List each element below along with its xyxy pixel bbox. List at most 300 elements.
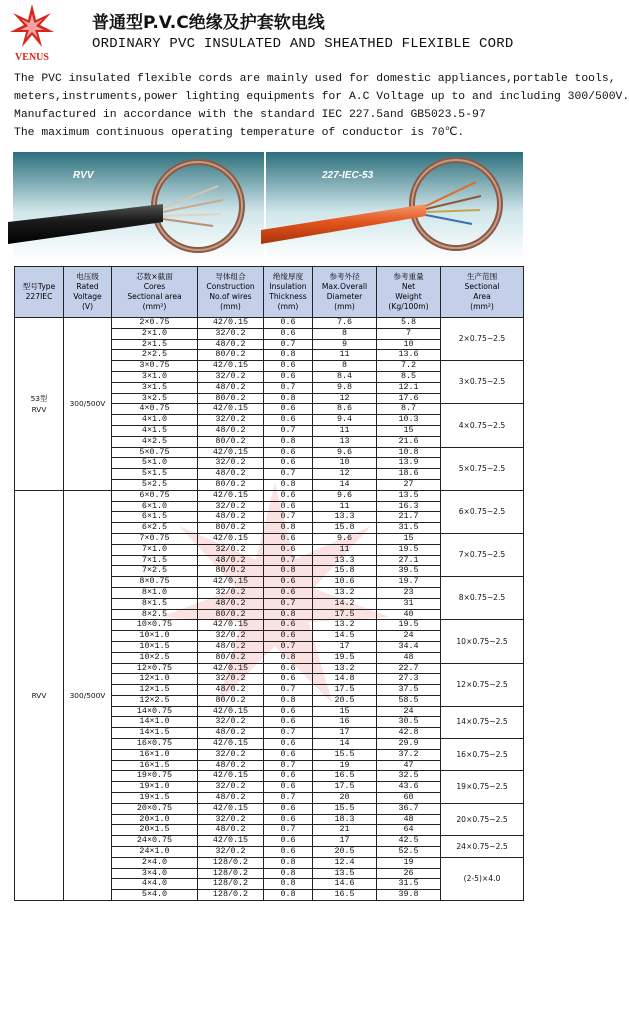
table-cell: 80/0.2 bbox=[198, 609, 264, 620]
table-cell: 12×1.5 bbox=[112, 685, 198, 696]
table-cell: 3×1.0 bbox=[112, 371, 198, 382]
column-header-line: Area bbox=[473, 292, 491, 301]
table-cell: 32/0.2 bbox=[198, 587, 264, 598]
table-cell: 31 bbox=[377, 598, 441, 609]
table-cell: 29.9 bbox=[377, 739, 441, 750]
table-cell: 8 bbox=[313, 328, 377, 339]
table-cell: 20×1.5 bbox=[112, 825, 198, 836]
table-cell: 0.7 bbox=[264, 760, 313, 771]
table-cell: 10 bbox=[313, 458, 377, 469]
table-cell: 42/0.15 bbox=[198, 706, 264, 717]
range-cell: 5×0.75~2.5 bbox=[441, 447, 524, 490]
table-cell: 0.6 bbox=[264, 458, 313, 469]
table-cell: 0.8 bbox=[264, 566, 313, 577]
column-header-line: 绝缘厚度 bbox=[272, 272, 304, 281]
table-cell: 80/0.2 bbox=[198, 350, 264, 361]
table-cell: 0.6 bbox=[264, 371, 313, 382]
table-cell: 0.8 bbox=[264, 350, 313, 361]
column-header-line: (mm) bbox=[334, 302, 355, 311]
table-cell: 0.8 bbox=[264, 879, 313, 890]
table-cell: 18.6 bbox=[377, 469, 441, 480]
table-cell: 16×1.5 bbox=[112, 760, 198, 771]
table-cell: 7×1.0 bbox=[112, 544, 198, 555]
column-header-line: 芯数×截面 bbox=[136, 272, 173, 281]
table-cell: 32/0.2 bbox=[198, 847, 264, 858]
table-cell: 20 bbox=[313, 793, 377, 804]
table-cell: 30.5 bbox=[377, 717, 441, 728]
table-cell: 0.6 bbox=[264, 749, 313, 760]
table-cell: 8 bbox=[313, 361, 377, 372]
table-cell: 8×2.5 bbox=[112, 609, 198, 620]
table-cell: 13.2 bbox=[313, 663, 377, 674]
column-header-line: (Kg/100m) bbox=[388, 302, 429, 311]
table-cell: 80/0.2 bbox=[198, 566, 264, 577]
table-cell: 8×0.75 bbox=[112, 577, 198, 588]
table-cell: 17.6 bbox=[377, 393, 441, 404]
table-cell: 9.6 bbox=[313, 533, 377, 544]
table-cell: 0.6 bbox=[264, 415, 313, 426]
table-cell: 32/0.2 bbox=[198, 328, 264, 339]
column-header bbox=[64, 267, 112, 318]
table-cell: 43.6 bbox=[377, 782, 441, 793]
table-cell: 19×1.0 bbox=[112, 782, 198, 793]
table-cell: 32/0.2 bbox=[198, 371, 264, 382]
table-cell: 19.5 bbox=[313, 652, 377, 663]
table-cell: 42/0.15 bbox=[198, 490, 264, 501]
table-cell: 80/0.2 bbox=[198, 652, 264, 663]
column-header-line: Insulation bbox=[269, 282, 307, 291]
table-cell: 19 bbox=[377, 857, 441, 868]
table-cell: 128/0.2 bbox=[198, 890, 264, 901]
column-header-line: 参考重量 bbox=[393, 272, 424, 281]
table-cell: 58.5 bbox=[377, 695, 441, 706]
table-cell: 7.6 bbox=[313, 318, 377, 329]
table-cell: 32/0.2 bbox=[198, 814, 264, 825]
range-cell: (2-5)×4.0 bbox=[441, 857, 524, 900]
table-cell: 0.6 bbox=[264, 706, 313, 717]
intro-line: meters,instruments,power lighting equipments for A.C Voltage up to and including 300/500V. bbox=[14, 91, 629, 103]
column-header-line: Net bbox=[401, 282, 416, 291]
table-cell: 11 bbox=[313, 544, 377, 555]
table-cell: 3×1.5 bbox=[112, 382, 198, 393]
table-cell: 47 bbox=[377, 760, 441, 771]
table-cell: 128/0.2 bbox=[198, 868, 264, 879]
table-cell: 10.8 bbox=[377, 447, 441, 458]
table-cell: 0.6 bbox=[264, 533, 313, 544]
photo-227-iec-53 bbox=[266, 152, 523, 260]
intro-line: Manufactured in accordance with the standard IEC 227.5and GB5023.5-97 bbox=[14, 109, 486, 121]
table-cell: 19×0.75 bbox=[112, 771, 198, 782]
table-cell: 80/0.2 bbox=[198, 436, 264, 447]
table-cell: 6×1.5 bbox=[112, 512, 198, 523]
table-cell: 48/0.2 bbox=[198, 760, 264, 771]
column-header-line: 227IEC bbox=[25, 292, 53, 301]
column-header bbox=[441, 267, 524, 318]
table-cell: 12.4 bbox=[313, 857, 377, 868]
table-cell: 32/0.2 bbox=[198, 631, 264, 642]
spec-table bbox=[14, 266, 524, 901]
table-cell: 31.5 bbox=[377, 879, 441, 890]
column-header-line: Weight bbox=[395, 292, 422, 301]
column-header-line: 导体组合 bbox=[215, 272, 246, 281]
table-cell: 14×1.0 bbox=[112, 717, 198, 728]
table-cell: 0.7 bbox=[264, 555, 313, 566]
table-cell: 0.6 bbox=[264, 674, 313, 685]
table-cell: 13.3 bbox=[313, 512, 377, 523]
table-cell: 42/0.15 bbox=[198, 620, 264, 631]
table-cell: 5×4.0 bbox=[112, 890, 198, 901]
table-cell: 42/0.15 bbox=[198, 803, 264, 814]
cable-iec53-image bbox=[266, 152, 523, 260]
table-cell: 0.7 bbox=[264, 728, 313, 739]
table-cell: 48 bbox=[377, 814, 441, 825]
table-cell: 48/0.2 bbox=[198, 598, 264, 609]
table-cell: 21.7 bbox=[377, 512, 441, 523]
column-header bbox=[15, 267, 64, 318]
table-cell: 26 bbox=[377, 868, 441, 879]
table-cell: 128/0.2 bbox=[198, 857, 264, 868]
table-cell: 80/0.2 bbox=[198, 695, 264, 706]
table-cell: 0.7 bbox=[264, 641, 313, 652]
table-cell: 12×0.75 bbox=[112, 663, 198, 674]
table-cell: 0.8 bbox=[264, 890, 313, 901]
table-cell: 42/0.15 bbox=[198, 836, 264, 847]
table-cell: 0.8 bbox=[264, 868, 313, 879]
table-cell: 16 bbox=[313, 717, 377, 728]
table-cell: 0.6 bbox=[264, 501, 313, 512]
table-cell: 48/0.2 bbox=[198, 641, 264, 652]
table-cell: 11 bbox=[313, 501, 377, 512]
table-cell: 42/0.15 bbox=[198, 771, 264, 782]
table-cell: 17.5 bbox=[313, 685, 377, 696]
table-cell: 10×0.75 bbox=[112, 620, 198, 631]
table-cell: 32/0.2 bbox=[198, 749, 264, 760]
range-cell: 14×0.75~2.5 bbox=[441, 706, 524, 738]
table-cell: 9.6 bbox=[313, 447, 377, 458]
column-header-line: Voltage bbox=[73, 292, 102, 301]
column-header bbox=[313, 267, 377, 318]
table-cell: 14 bbox=[313, 739, 377, 750]
table-cell: 0.6 bbox=[264, 739, 313, 750]
table-cell: 0.7 bbox=[264, 685, 313, 696]
table-row bbox=[15, 318, 524, 329]
table-cell: 27.3 bbox=[377, 674, 441, 685]
range-cell: 19×0.75~2.5 bbox=[441, 771, 524, 803]
column-header-line: (mm) bbox=[277, 302, 299, 311]
table-cell: 9 bbox=[313, 339, 377, 350]
intro-text bbox=[14, 70, 629, 142]
column-header-line: No.of wires bbox=[209, 292, 252, 301]
table-cell: 37.2 bbox=[377, 749, 441, 760]
table-cell: 12 bbox=[313, 469, 377, 480]
table-cell: 6×0.75 bbox=[112, 490, 198, 501]
table-cell: 32/0.2 bbox=[198, 458, 264, 469]
table-cell: 0.8 bbox=[264, 523, 313, 534]
table-cell: 7×1.5 bbox=[112, 555, 198, 566]
table-cell: 0.6 bbox=[264, 544, 313, 555]
table-cell: 0.6 bbox=[264, 318, 313, 329]
voltage-cell: 300/500V bbox=[64, 318, 112, 491]
table-cell: 14×1.5 bbox=[112, 728, 198, 739]
table-cell: 5×2.5 bbox=[112, 479, 198, 490]
table-cell: 12×2.5 bbox=[112, 695, 198, 706]
table-cell: 15 bbox=[313, 706, 377, 717]
range-cell: 7×0.75~2.5 bbox=[441, 533, 524, 576]
table-cell: 19 bbox=[313, 760, 377, 771]
table-cell: 19.7 bbox=[377, 577, 441, 588]
intro-line: The maximum continuous operating temperature of conductor is 70℃. bbox=[14, 127, 465, 139]
table-cell: 13.3 bbox=[313, 555, 377, 566]
table-cell: 14×0.75 bbox=[112, 706, 198, 717]
table-cell: 24 bbox=[377, 706, 441, 717]
table-cell: 42.5 bbox=[377, 836, 441, 847]
table-cell: 14.8 bbox=[313, 674, 377, 685]
column-header-line: 参考外径 bbox=[329, 272, 360, 281]
table-cell: 12 bbox=[313, 393, 377, 404]
table-cell: 8.6 bbox=[313, 404, 377, 415]
table-cell: 17 bbox=[313, 728, 377, 739]
table-cell: 0.6 bbox=[264, 631, 313, 642]
table-cell: 21.6 bbox=[377, 436, 441, 447]
column-header-line: 生产范围 bbox=[466, 272, 498, 281]
table-cell: 80/0.2 bbox=[198, 479, 264, 490]
table-cell: 48/0.2 bbox=[198, 728, 264, 739]
photo-rvv bbox=[13, 152, 264, 260]
table-cell: 8×1.0 bbox=[112, 587, 198, 598]
title-english: ORDINARY PVC INSULATED AND SHEATHED FLEXIBLE CORD bbox=[92, 36, 514, 52]
table-cell: 27.1 bbox=[377, 555, 441, 566]
table-cell: 42/0.15 bbox=[198, 663, 264, 674]
table-cell: 2×1.5 bbox=[112, 339, 198, 350]
table-cell: 5×1.0 bbox=[112, 458, 198, 469]
table-cell: 39.5 bbox=[377, 566, 441, 577]
table-cell: 16.5 bbox=[313, 890, 377, 901]
table-cell: 0.8 bbox=[264, 857, 313, 868]
table-cell: 14.5 bbox=[313, 631, 377, 642]
table-cell: 19.5 bbox=[377, 544, 441, 555]
table-cell: 31.5 bbox=[377, 523, 441, 534]
table-cell: 34.4 bbox=[377, 641, 441, 652]
table-cell: 32/0.2 bbox=[198, 501, 264, 512]
table-cell: 10.6 bbox=[313, 577, 377, 588]
table-cell: 0.6 bbox=[264, 361, 313, 372]
range-cell: 16×0.75~2.5 bbox=[441, 739, 524, 771]
table-cell: 8.7 bbox=[377, 404, 441, 415]
table-cell: 42/0.15 bbox=[198, 577, 264, 588]
range-cell: 8×0.75~2.5 bbox=[441, 577, 524, 620]
brand-name: VENUS bbox=[15, 52, 49, 63]
table-cell: 0.7 bbox=[264, 793, 313, 804]
table-cell: 0.6 bbox=[264, 447, 313, 458]
table-cell: 42/0.15 bbox=[198, 533, 264, 544]
table-cell: 14 bbox=[313, 479, 377, 490]
table-cell: 7 bbox=[377, 328, 441, 339]
column-header-line: Thickness bbox=[269, 292, 307, 301]
table-cell: 10 bbox=[377, 339, 441, 350]
intro-line: The PVC insulated flexible cords are mainly used for domestic appliances,portable tools, bbox=[14, 73, 616, 85]
title-chinese: 普通型P.V.C绝缘及护套软电线 bbox=[92, 13, 325, 33]
table-cell: 19×1.5 bbox=[112, 793, 198, 804]
table-cell: 5×0.75 bbox=[112, 447, 198, 458]
column-header-line: Sectional area bbox=[127, 292, 182, 301]
table-cell: 60 bbox=[377, 793, 441, 804]
column-header-line: 型号Type bbox=[22, 282, 56, 291]
column-header-line: Cores bbox=[143, 282, 166, 291]
column-header-line: Rated bbox=[76, 282, 99, 291]
table-row bbox=[15, 490, 524, 501]
table-cell: 3×2.5 bbox=[112, 393, 198, 404]
table-cell: 18.3 bbox=[313, 814, 377, 825]
column-header-line: (V) bbox=[81, 302, 94, 311]
table-cell: 14.6 bbox=[313, 879, 377, 890]
column-header-line: Construction bbox=[206, 282, 255, 291]
table-cell: 0.6 bbox=[264, 717, 313, 728]
table-cell: 48 bbox=[377, 652, 441, 663]
range-cell: 20×0.75~2.5 bbox=[441, 803, 524, 835]
table-cell: 6×2.5 bbox=[112, 523, 198, 534]
range-cell: 10×0.75~2.5 bbox=[441, 620, 524, 663]
table-cell: 0.6 bbox=[264, 577, 313, 588]
type-cell bbox=[15, 318, 64, 491]
table-cell: 42/0.15 bbox=[198, 318, 264, 329]
table-cell: 0.7 bbox=[264, 598, 313, 609]
table-cell: 42/0.15 bbox=[198, 404, 264, 415]
table-cell: 15 bbox=[377, 425, 441, 436]
table-cell: 64 bbox=[377, 825, 441, 836]
column-header bbox=[198, 267, 264, 318]
table-cell: 32/0.2 bbox=[198, 782, 264, 793]
table-cell: 42/0.15 bbox=[198, 361, 264, 372]
type-label: 53型 bbox=[30, 393, 48, 403]
table-cell: 0.8 bbox=[264, 436, 313, 447]
table-cell: 10×1.0 bbox=[112, 631, 198, 642]
table-cell: 4×0.75 bbox=[112, 404, 198, 415]
table-cell: 48/0.2 bbox=[198, 512, 264, 523]
table-cell: 15.5 bbox=[313, 803, 377, 814]
table-cell: 23 bbox=[377, 587, 441, 598]
table-cell: 0.6 bbox=[264, 814, 313, 825]
type-label: RVV bbox=[31, 690, 47, 700]
table-cell: 3×0.75 bbox=[112, 361, 198, 372]
table-cell: 48/0.2 bbox=[198, 555, 264, 566]
table-cell: 15.8 bbox=[313, 523, 377, 534]
range-cell: 2×0.75~2.5 bbox=[441, 318, 524, 361]
table-cell: 5.8 bbox=[377, 318, 441, 329]
table-cell: 14.2 bbox=[313, 598, 377, 609]
table-cell: 13.2 bbox=[313, 587, 377, 598]
table-cell: 0.6 bbox=[264, 620, 313, 631]
table-cell: 80/0.2 bbox=[198, 523, 264, 534]
table-cell: 0.8 bbox=[264, 479, 313, 490]
table-cell: 15.5 bbox=[313, 749, 377, 760]
table-cell: 9.6 bbox=[313, 490, 377, 501]
table-cell: 17 bbox=[313, 641, 377, 652]
table-cell: 32.5 bbox=[377, 771, 441, 782]
table-cell: 16×0.75 bbox=[112, 739, 198, 750]
range-cell: 12×0.75~2.5 bbox=[441, 663, 524, 706]
table-cell: 0.6 bbox=[264, 490, 313, 501]
column-header-line: (mm) bbox=[220, 302, 241, 311]
cable-rvv-image bbox=[13, 152, 264, 260]
photo-label-rvv: RVV bbox=[73, 170, 94, 181]
table-cell: 12.1 bbox=[377, 382, 441, 393]
table-cell: 4×4.0 bbox=[112, 879, 198, 890]
table-cell: 0.7 bbox=[264, 425, 313, 436]
voltage-cell: 300/500V bbox=[64, 490, 112, 900]
table-cell: 8.4 bbox=[313, 371, 377, 382]
column-header-line: (mm²) bbox=[470, 302, 494, 311]
column-header-line: Max.Overall bbox=[321, 282, 368, 291]
table-cell: 17.5 bbox=[313, 609, 377, 620]
table-cell: 0.7 bbox=[264, 825, 313, 836]
table-cell: 15 bbox=[377, 533, 441, 544]
table-cell: 13.2 bbox=[313, 620, 377, 631]
table-cell: 32/0.2 bbox=[198, 717, 264, 728]
table-cell: 20×0.75 bbox=[112, 803, 198, 814]
table-cell: 8.5 bbox=[377, 371, 441, 382]
venus-logo-icon bbox=[2, 2, 62, 64]
table-cell: 7×0.75 bbox=[112, 533, 198, 544]
table-cell: 13 bbox=[313, 436, 377, 447]
table-cell: 24×0.75 bbox=[112, 836, 198, 847]
table-cell: 48/0.2 bbox=[198, 339, 264, 350]
table-cell: 48/0.2 bbox=[198, 825, 264, 836]
table-cell: 42.8 bbox=[377, 728, 441, 739]
table-cell: 48/0.2 bbox=[198, 425, 264, 436]
table-cell: 24 bbox=[377, 631, 441, 642]
table-cell: 7×2.5 bbox=[112, 566, 198, 577]
table-cell: 4×1.0 bbox=[112, 415, 198, 426]
table-cell: 0.6 bbox=[264, 587, 313, 598]
table-cell: 16.5 bbox=[313, 771, 377, 782]
table-cell: 8×1.5 bbox=[112, 598, 198, 609]
table-cell: 0.6 bbox=[264, 663, 313, 674]
table-cell: 48/0.2 bbox=[198, 469, 264, 480]
table-cell: 9.4 bbox=[313, 415, 377, 426]
table-cell: 7.2 bbox=[377, 361, 441, 372]
table-cell: 17.5 bbox=[313, 782, 377, 793]
table-cell: 0.6 bbox=[264, 847, 313, 858]
table-cell: 27 bbox=[377, 479, 441, 490]
table-cell: 40 bbox=[377, 609, 441, 620]
table-header bbox=[15, 267, 524, 318]
table-cell: 2×1.0 bbox=[112, 328, 198, 339]
table-body bbox=[15, 318, 524, 901]
product-photos bbox=[13, 152, 523, 260]
table-cell: 48/0.2 bbox=[198, 793, 264, 804]
range-cell: 3×0.75~2.5 bbox=[441, 361, 524, 404]
table-cell: 0.6 bbox=[264, 328, 313, 339]
table-cell: 0.7 bbox=[264, 512, 313, 523]
table-cell: 20×1.0 bbox=[112, 814, 198, 825]
column-header bbox=[377, 267, 441, 318]
table-cell: 13.9 bbox=[377, 458, 441, 469]
table-cell: 0.8 bbox=[264, 695, 313, 706]
type-cell bbox=[15, 490, 64, 900]
table-cell: 17 bbox=[313, 836, 377, 847]
table-cell: 80/0.2 bbox=[198, 393, 264, 404]
table-cell: 11 bbox=[313, 425, 377, 436]
table-cell: 36.7 bbox=[377, 803, 441, 814]
table-cell: 4×2.5 bbox=[112, 436, 198, 447]
range-cell: 4×0.75~2.5 bbox=[441, 404, 524, 447]
column-header-line: Sectional bbox=[464, 282, 500, 291]
photo-label-iec53: 227-IEC-53 bbox=[322, 170, 374, 181]
column-header-line: Diameter bbox=[326, 292, 363, 301]
table-cell: 32/0.2 bbox=[198, 674, 264, 685]
table-cell: 0.8 bbox=[264, 609, 313, 620]
table-cell: 5×1.5 bbox=[112, 469, 198, 480]
